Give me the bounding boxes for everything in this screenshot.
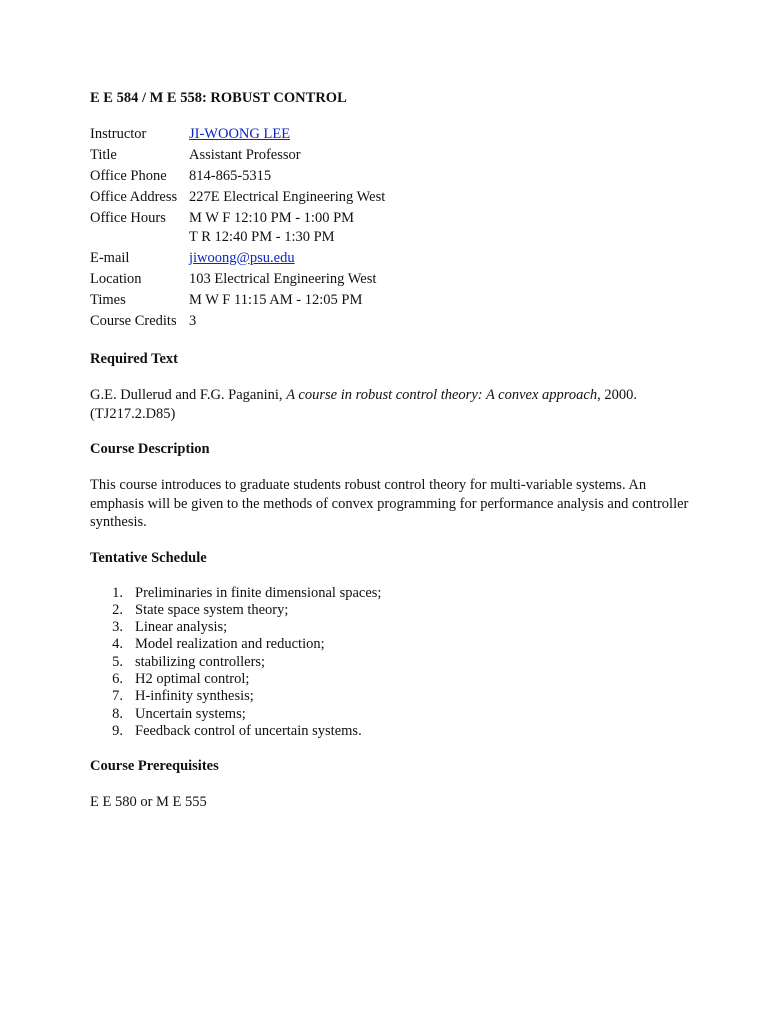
info-row-instructor xyxy=(90,125,385,146)
list-item-number: 4. xyxy=(112,636,123,653)
list-item-text: stabilizing controllers; xyxy=(135,653,266,670)
syllabus-page xyxy=(90,88,690,812)
info-row-location xyxy=(90,270,385,291)
course-description-heading: Course Description xyxy=(90,441,210,457)
course-title: E E 584 / M E 558: ROBUST CONTROL xyxy=(90,90,347,106)
hours-value xyxy=(189,209,385,249)
schedule-heading: Tentative Schedule xyxy=(90,549,207,566)
required-text-heading: Required Text xyxy=(90,351,178,367)
list-item-number: 8. xyxy=(112,705,123,722)
title-label: Title xyxy=(90,147,117,163)
instructor-link[interactable]: JI-WOONG LEE xyxy=(189,126,291,142)
list-item-number: 6. xyxy=(112,670,123,687)
list-item-number: 9. xyxy=(112,722,123,739)
course-description-text: This course introduces to graduate students robust control theory for multi-variable systems. An emphasis will be given to the methods of convex programming for performance analysis and controller synthesis. xyxy=(90,477,689,530)
list-item xyxy=(90,706,690,723)
info-row-credits xyxy=(90,312,385,333)
list-item-text: H-infinity synthesis; xyxy=(135,688,254,705)
phone-label: Office Phone xyxy=(90,168,167,184)
list-item xyxy=(90,688,690,705)
list-item xyxy=(90,654,690,671)
info-row-hours xyxy=(90,209,385,249)
times-value: M W F 11:15 AM - 12:05 PM xyxy=(189,292,363,308)
info-row-times xyxy=(90,291,385,312)
list-item-text: Linear analysis; xyxy=(135,619,228,636)
schedule-list xyxy=(90,585,690,741)
list-item-text: Uncertain systems; xyxy=(135,705,246,722)
info-row-phone xyxy=(90,167,385,188)
hours-line-2: T R 12:40 PM - 1:30 PM xyxy=(189,229,335,245)
citation-call-number: (TJ217.2.D85) xyxy=(90,405,176,422)
credits-value: 3 xyxy=(189,313,197,329)
email-link[interactable]: jiwoong@psu.edu xyxy=(189,250,295,266)
list-item-number: 2. xyxy=(112,601,123,618)
address-label: Office Address xyxy=(90,189,178,205)
email-label: E-mail xyxy=(90,250,130,266)
list-item-text: Model realization and reduction; xyxy=(135,636,325,653)
info-row-title xyxy=(90,146,385,167)
times-label: Times xyxy=(90,292,126,308)
list-item xyxy=(90,671,690,688)
phone-value: 814-865-5315 xyxy=(189,168,272,184)
location-value: 103 Electrical Engineering West xyxy=(189,271,377,287)
list-item-text: State space system theory; xyxy=(135,601,289,618)
list-item xyxy=(90,585,690,602)
prerequisites-heading: Course Prerequisites xyxy=(90,758,219,775)
hours-line-1: M W F 12:10 PM - 1:00 PM xyxy=(189,210,355,226)
title-value: Assistant Professor xyxy=(189,147,301,163)
list-item xyxy=(90,723,690,740)
prerequisites-text: E E 580 or M E 555 xyxy=(90,794,207,811)
list-item-number: 3. xyxy=(112,619,123,636)
address-value: 227E Electrical Engineering West xyxy=(189,189,386,205)
list-item-text: H2 optimal control; xyxy=(135,670,250,687)
hours-label: Office Hours xyxy=(90,210,166,226)
list-item xyxy=(90,619,690,636)
course-info-table xyxy=(90,125,385,333)
list-item xyxy=(90,636,690,653)
list-item-text: Feedback control of uncertain systems. xyxy=(135,722,362,739)
list-item-number: 1. xyxy=(112,584,123,601)
list-item-number: 7. xyxy=(112,688,123,705)
location-label: Location xyxy=(90,271,142,287)
credits-label: Course Credits xyxy=(90,313,177,329)
citation-year: , 2000. xyxy=(597,387,637,403)
info-row-address xyxy=(90,188,385,209)
citation-book-title: A course in robust control theory: A convex approach xyxy=(286,387,598,403)
instructor-label: Instructor xyxy=(90,126,147,142)
list-item xyxy=(90,602,690,619)
info-row-email xyxy=(90,249,385,270)
required-text-citation xyxy=(90,386,690,423)
list-item-text: Preliminaries in finite dimensional spaces; xyxy=(135,584,382,601)
list-item-number: 5. xyxy=(112,653,123,670)
citation-authors: G.E. Dullerud and F.G. Paganini, xyxy=(90,387,287,403)
